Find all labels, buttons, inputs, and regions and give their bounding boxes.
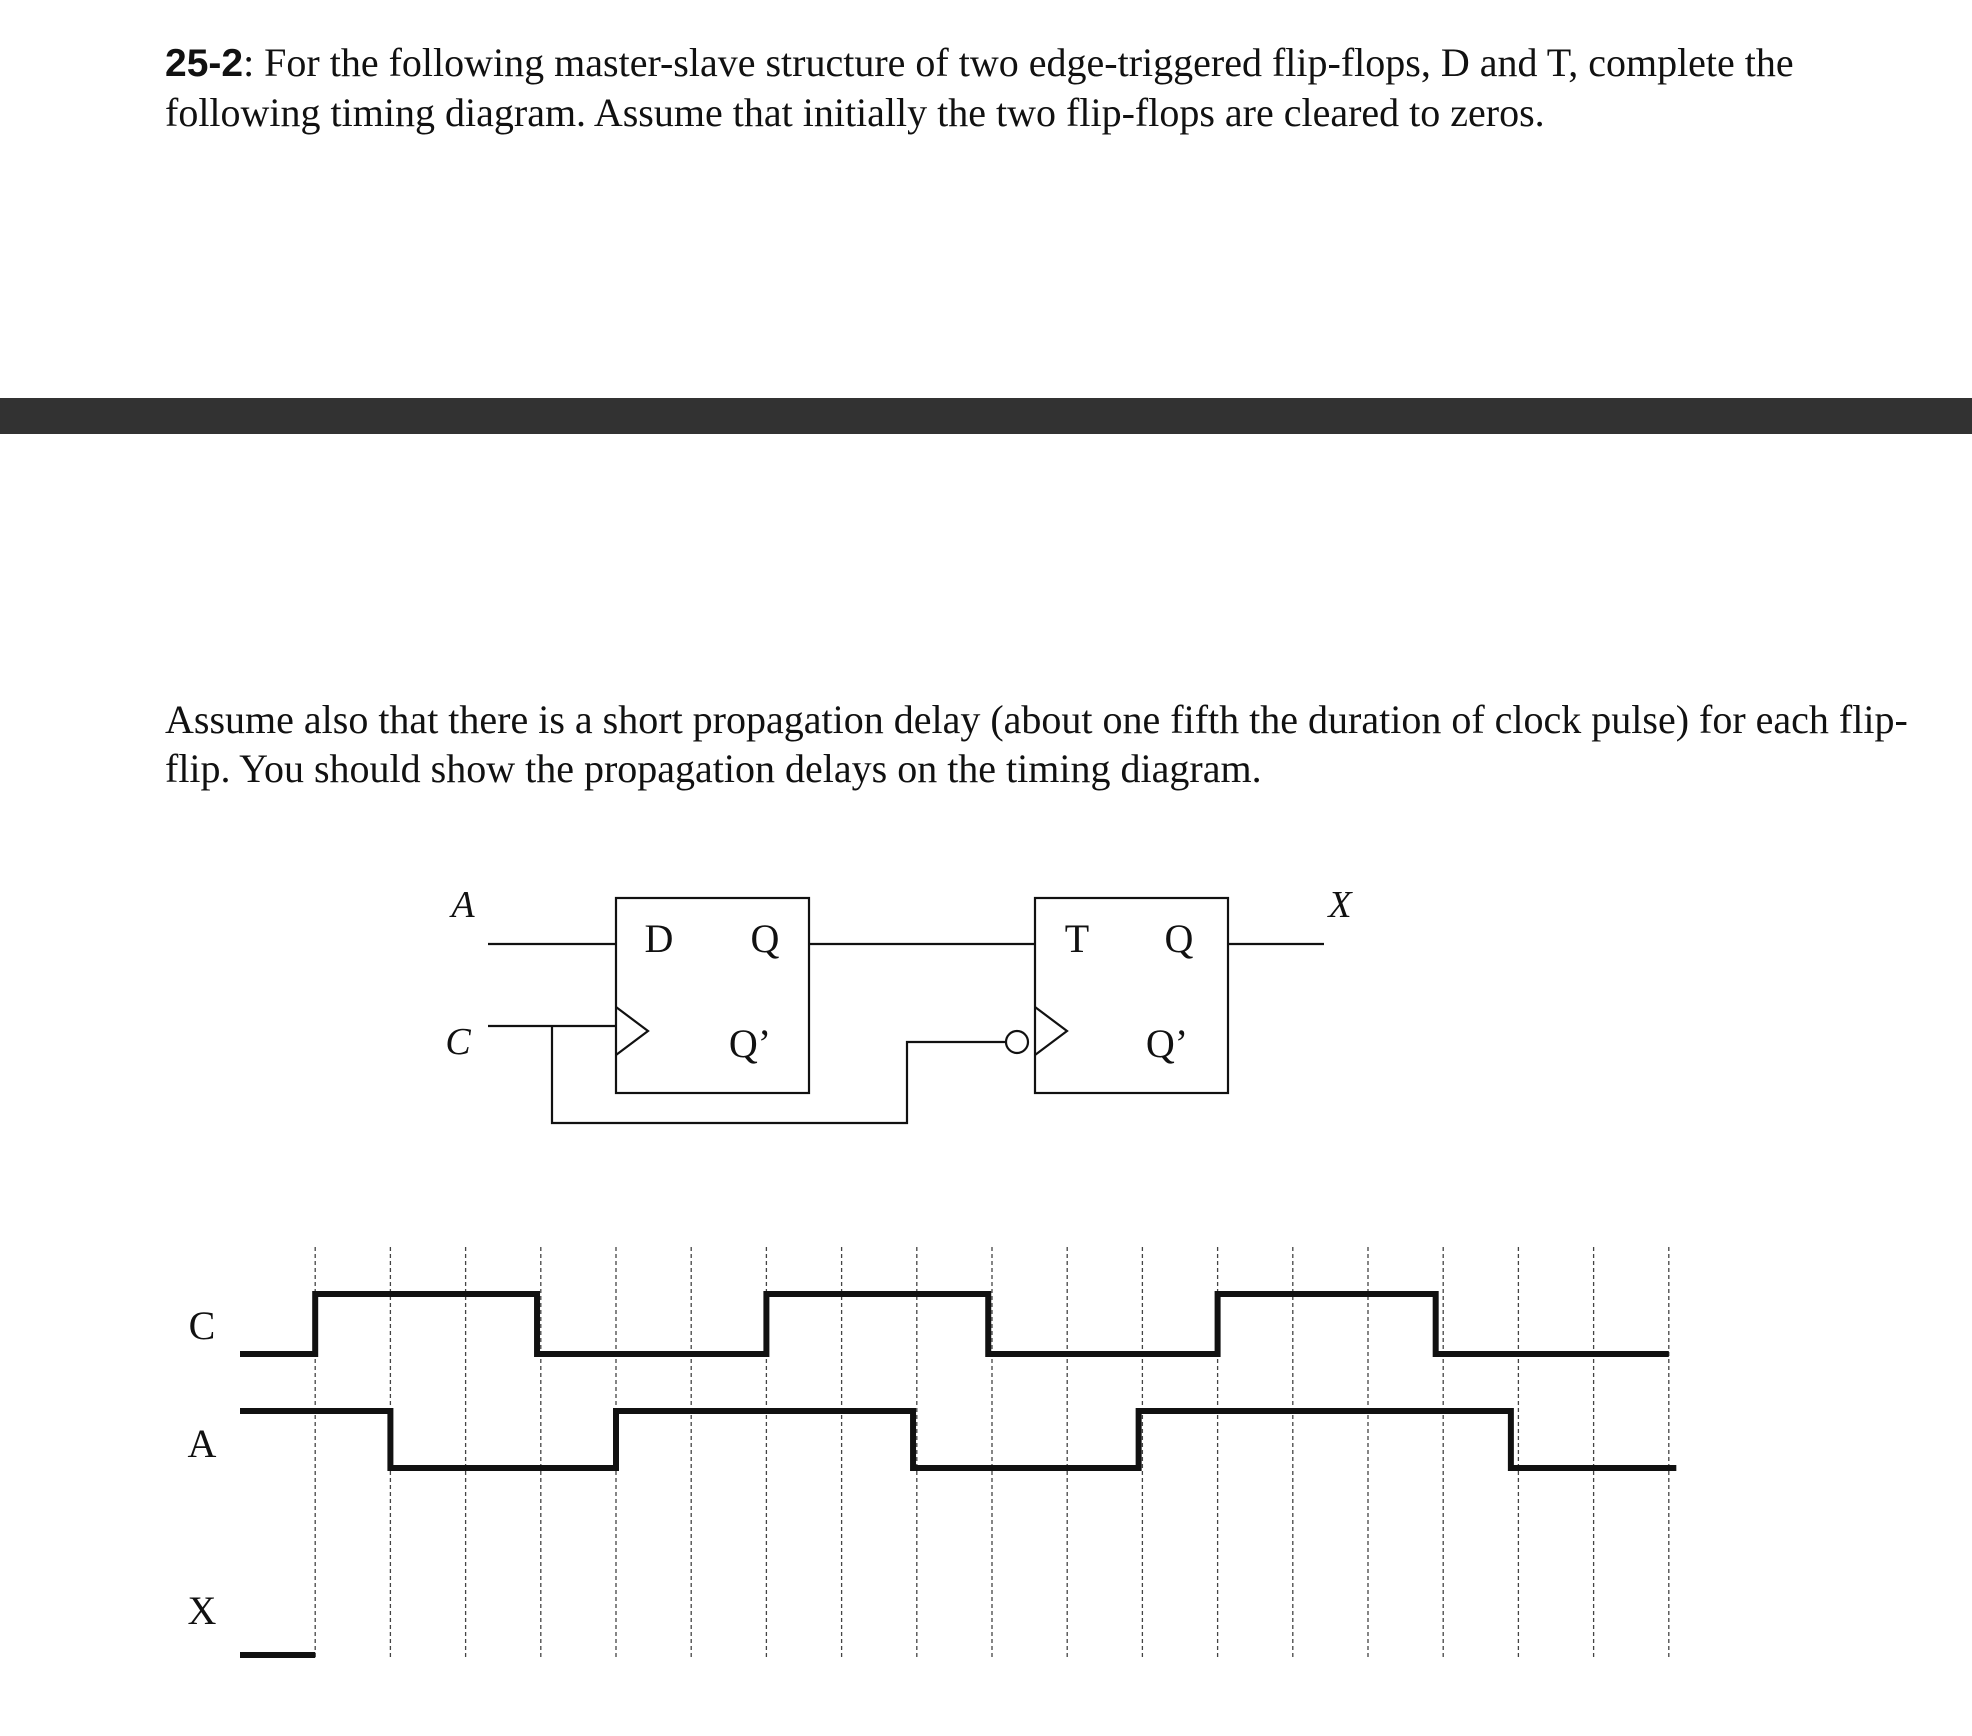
waveform-c bbox=[240, 1294, 1669, 1354]
flip-flop-circuit bbox=[488, 898, 1324, 1123]
question-text-1: : For the following master-slave structure of two edge-triggered flip-flops, D and T, complete the following timing diagram. Assume that initially the two flip-flops are cleared to zeros. bbox=[165, 40, 1794, 135]
label-output-x: X bbox=[1328, 884, 1352, 926]
label-t-qbar: Q’ bbox=[1145, 1021, 1189, 1066]
label-d-input: D bbox=[644, 916, 674, 961]
label-t-input: T bbox=[1064, 916, 1090, 961]
label-d-q: Q bbox=[750, 916, 780, 961]
wire-clock-to-t bbox=[552, 1026, 1006, 1123]
timing-label-a: A bbox=[187, 1421, 217, 1466]
timing-grid bbox=[315, 1247, 1669, 1659]
t-clock-triangle bbox=[1035, 1007, 1067, 1055]
timing-label-c: C bbox=[188, 1303, 216, 1348]
d-clock-triangle bbox=[616, 1007, 648, 1055]
question-paragraph-2: Assume also that there is a short propagation delay (about one fifth the duration of clock pulse) for each flip-flip. You should show the propagation delays on the timing diagram. bbox=[165, 697, 1908, 791]
label-input-a: A bbox=[451, 884, 475, 926]
timing-waveforms bbox=[240, 1294, 1676, 1655]
waveform-a bbox=[240, 1411, 1676, 1468]
question-number: 25-2 bbox=[165, 42, 244, 85]
label-t-q: Q bbox=[1164, 916, 1194, 961]
timing-label-x-visible: X bbox=[187, 1588, 217, 1633]
inversion-bubble bbox=[1006, 1031, 1028, 1053]
label-d-qbar: Q’ bbox=[728, 1021, 772, 1066]
label-input-c: C bbox=[445, 1021, 471, 1063]
